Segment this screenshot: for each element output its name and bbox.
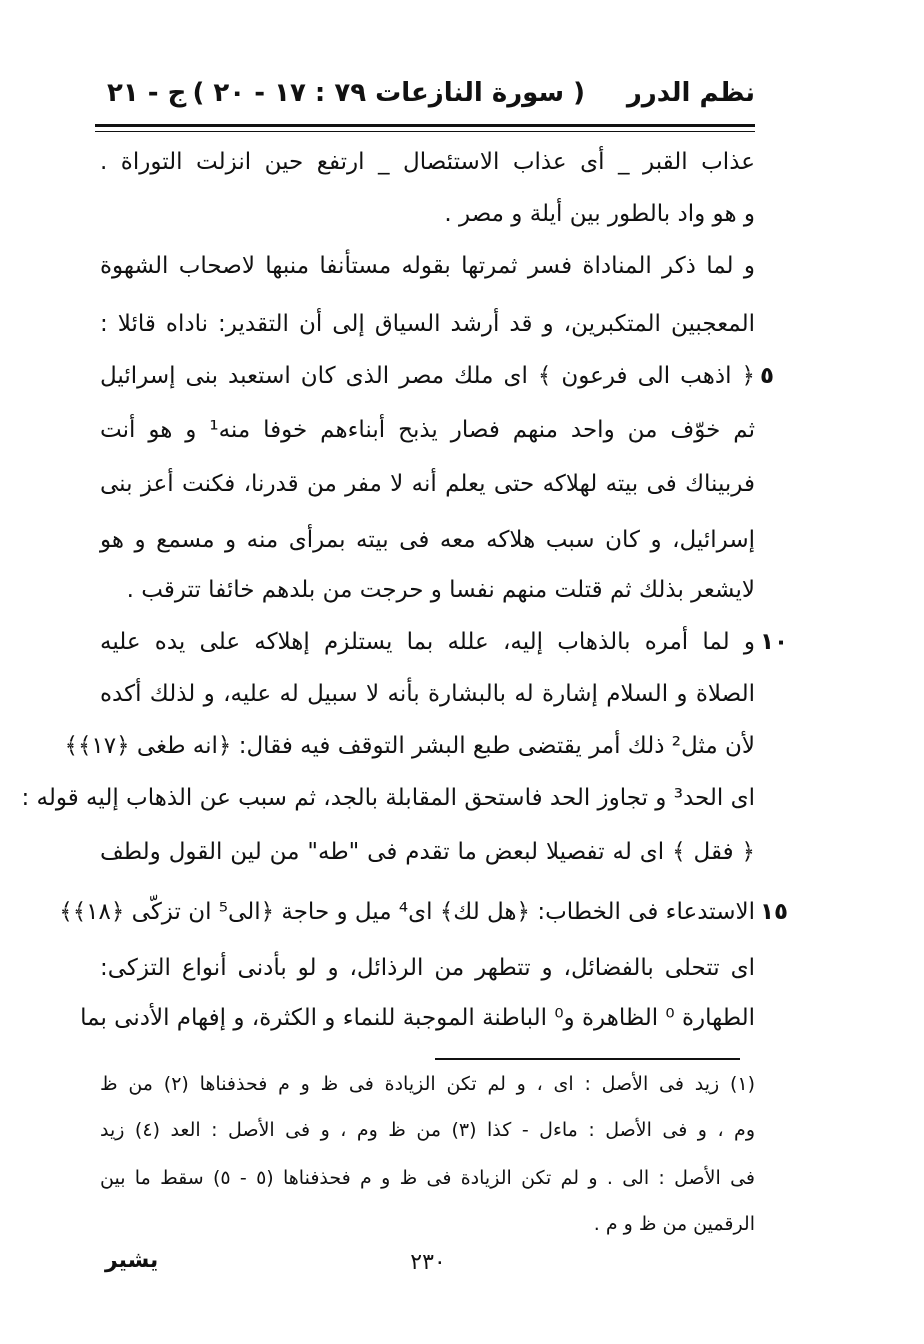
- footnote-line: (١) زيد فى الأصل : اى ، و لم تكن الزيادة فى ظ و م فحذفناها (٢) من ظ: [100, 1073, 755, 1095]
- running-header: [95, 72, 755, 124]
- text-line: اى الحد³ و تجاوز الحد فاستحق المقابلة بالجد، ثم سبب عن الذهاب إليه قوله :: [21, 785, 755, 811]
- footnote-line: فى الأصل : الى . و لم تكن الزيادة فى ظ و م فحذفناها (٥ - ٥) سقط ما بين: [100, 1167, 755, 1189]
- line-number-5: ٥: [760, 363, 775, 389]
- footnote-separator: [435, 1058, 740, 1060]
- footnote-line: وم ، و فى الأصل : ماءل - كذا (٣) من ظ وم ، و فى الأصل : العد (٤) زيد: [100, 1119, 755, 1141]
- text-line: ﴿ اذهب الى فرعون ﴾ اى ملك مصر الذى كان استعبد بنى إسرائيل: [100, 363, 755, 389]
- text-line: الصلاة و السلام إشارة له بالبشارة بأنه لا سبيل له عليه، و لذلك أكده: [100, 681, 755, 707]
- text-line: إسرائيل، و كان سبب هلاكه معه فى بيته بمرأى منه و مسمع و هو: [100, 527, 755, 553]
- catchword: يشير: [105, 1248, 159, 1273]
- header-rule-thin: [95, 131, 755, 132]
- surah-reference: ( سورة النازعات ٧٩ : ١٧ - ٢٠ ): [192, 78, 585, 108]
- text-line: و هو واد بالطور بين أيلة و مصر .: [444, 201, 755, 227]
- text-line: عذاب القبر _ أى عذاب الاستئصال _ ارتفع حين انزلت التوراة .: [100, 149, 755, 175]
- text-line: فربيناك فى بيته لهلاكه حتى يعلم أنه لا مفر من قدرنا، فكنت أعز بنى: [100, 471, 755, 497]
- text-line: ثم خوّف من واحد منهم فصار يذبح أبناءهم خوفا منه¹ و هو أنت: [100, 417, 755, 443]
- line-number-10: ١٠: [760, 629, 789, 655]
- text-line: و لما أمره بالذهاب إليه، علله بما يستلزم إهلاكه على يده عليه: [100, 629, 755, 655]
- text-line: اى تتحلى بالفضائل، و تتطهر من الرذائل، و لو بأدنى أنواع التزكى:: [100, 955, 755, 981]
- text-line: لأن مثل² ذلك أمر يقتضى طبع البشر التوقف فيه فقال: ﴿انه طغى ﴿١٧﴾﴾: [64, 733, 755, 759]
- volume-number: ج - ٢١: [107, 78, 187, 108]
- text-line: المعجبين المتكبرين، و قد أرشد السياق إلى أن التقدير: ناداه قائلا :: [100, 311, 755, 337]
- text-line: لايشعر بذلك ثم قتلت منهم نفسا و حرجت من بلدهم خائفا تترقب .: [126, 577, 755, 603]
- header-rule-thick: [95, 124, 755, 127]
- footnote-line: الرقمين من ظ و م .: [593, 1213, 755, 1235]
- book-title: نظم الدرر: [626, 78, 755, 108]
- text-line: الطهارة ⁰ الظاهرة و⁰ الباطنة الموجبة للنماء و الكثرة، و إفهام الأدنى بما: [80, 1005, 755, 1031]
- text-line: ﴿ فقل ﴾ اى له تفصيلا لبعض ما تقدم فى "طه" من لين القول ولطف: [100, 839, 755, 865]
- text-line: و لما ذكر المناداة فسر ثمرتها بقوله مستأنفا منبها لاصحاب الشهوة: [100, 253, 755, 279]
- line-number-15: ١٥: [760, 899, 789, 925]
- page-number: ٢٣٠: [410, 1250, 446, 1275]
- text-line: الاستدعاء فى الخطاب: ﴿هل لك﴾ اى⁴ ميل و حاجة ﴿الى⁵ ان تزكّى ﴿١٨﴾﴾: [59, 899, 755, 925]
